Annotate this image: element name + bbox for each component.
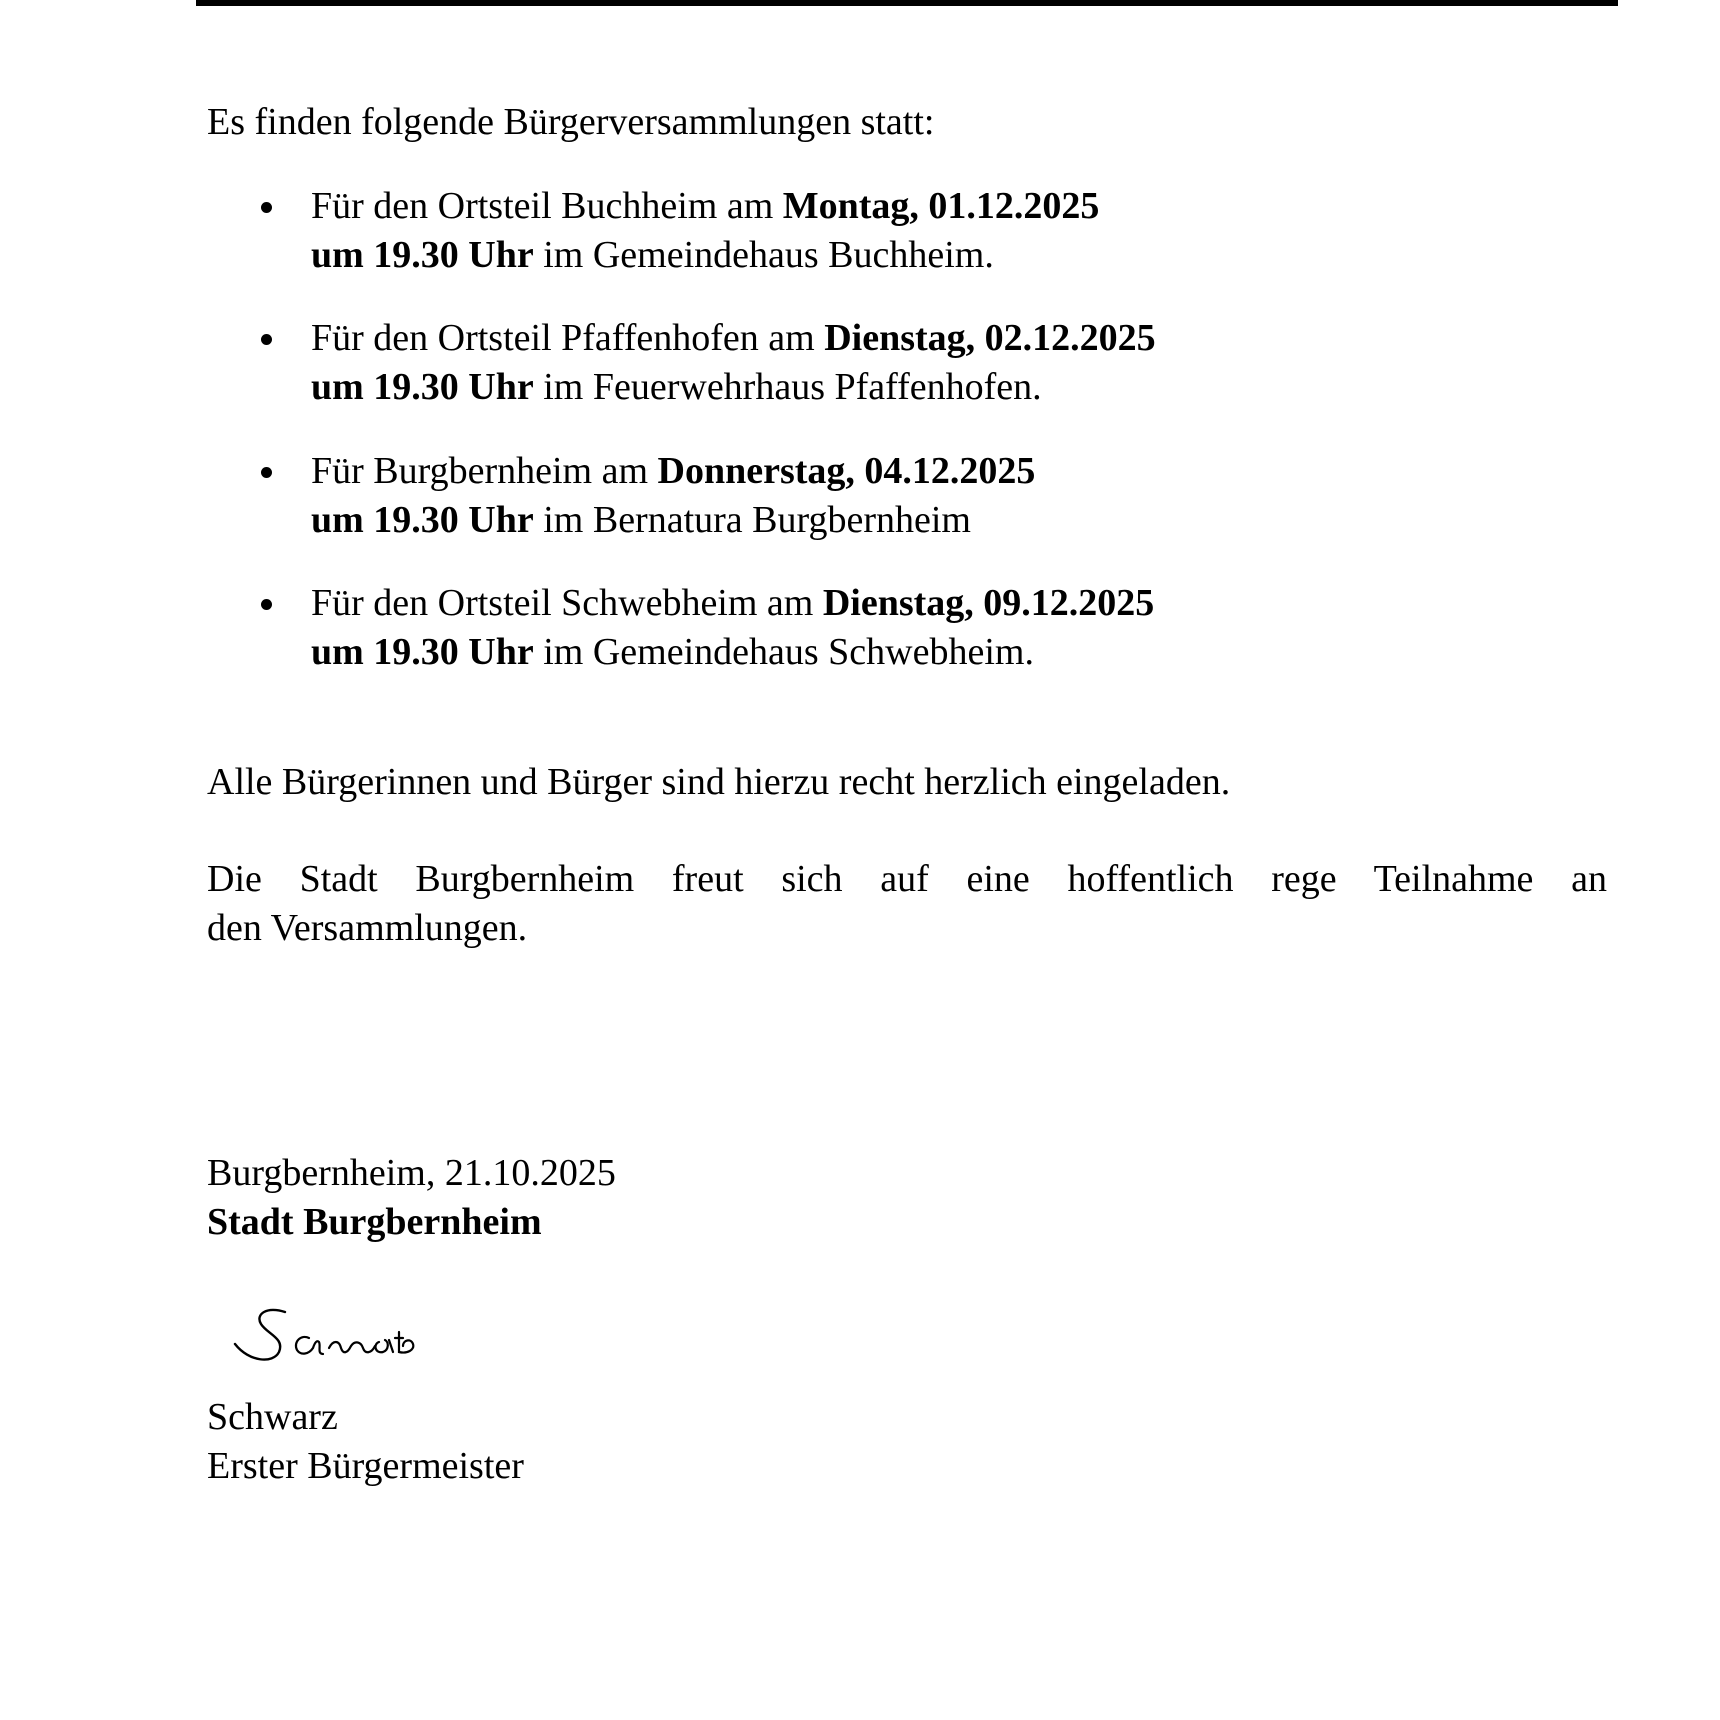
- closing-line-1: Die Stadt Burgbernheim freut sich auf eine hoffentlich rege Teilnahme an: [207, 858, 1607, 900]
- meeting-time: um 19.30 Uhr: [311, 499, 534, 541]
- organization-name: Stadt Burgbernheim: [207, 1201, 542, 1243]
- meeting-prefix: Für Burgbernheim am: [311, 450, 658, 492]
- meeting-location: im Bernatura Burgbernheim: [533, 499, 971, 541]
- bullet-icon: [261, 467, 272, 478]
- meeting-prefix: Für den Ortsteil Pfaffenhofen am: [311, 317, 825, 359]
- bullet-icon: [261, 202, 272, 213]
- meeting-date: Donnerstag, 04.12.2025: [657, 450, 1036, 492]
- meeting-date: Dienstag, 02.12.2025: [824, 317, 1156, 359]
- meeting-time: um 19.30 Uhr: [311, 234, 534, 276]
- bullet-icon: [261, 334, 272, 345]
- meeting-date: Montag, 01.12.2025: [782, 185, 1100, 227]
- signer-name: Schwarz: [207, 1396, 338, 1438]
- meeting-prefix: Für den Ortsteil Schwebheim am: [311, 582, 823, 624]
- meeting-location: im Gemeindehaus Buchheim.: [533, 234, 994, 276]
- signer-title: Erster Bürgermeister: [207, 1445, 524, 1487]
- meeting-time: um 19.30 Uhr: [311, 631, 534, 673]
- meeting-location: im Gemeindehaus Schwebheim.: [533, 631, 1034, 673]
- place-date: Burgbernheim, 21.10.2025: [207, 1152, 616, 1194]
- handwritten-signature: [227, 1304, 457, 1374]
- intro-text: Es finden folgende Bürgerversammlungen statt:: [207, 101, 935, 143]
- meeting-location: im Feuerwehrhaus Pfaffenhofen.: [533, 366, 1042, 408]
- meeting-time: um 19.30 Uhr: [311, 366, 534, 408]
- meeting-prefix: Für den Ortsteil Buchheim am: [311, 185, 783, 227]
- top-frame-border: [196, 0, 1618, 6]
- closing-line-2: den Versammlungen.: [207, 907, 528, 949]
- invitation-text: Alle Bürgerinnen und Bürger sind hierzu recht herzlich eingeladen.: [207, 761, 1231, 803]
- closing-paragraph: [207, 855, 1607, 953]
- meeting-date: Dienstag, 09.12.2025: [822, 582, 1155, 624]
- bullet-icon: [261, 599, 272, 610]
